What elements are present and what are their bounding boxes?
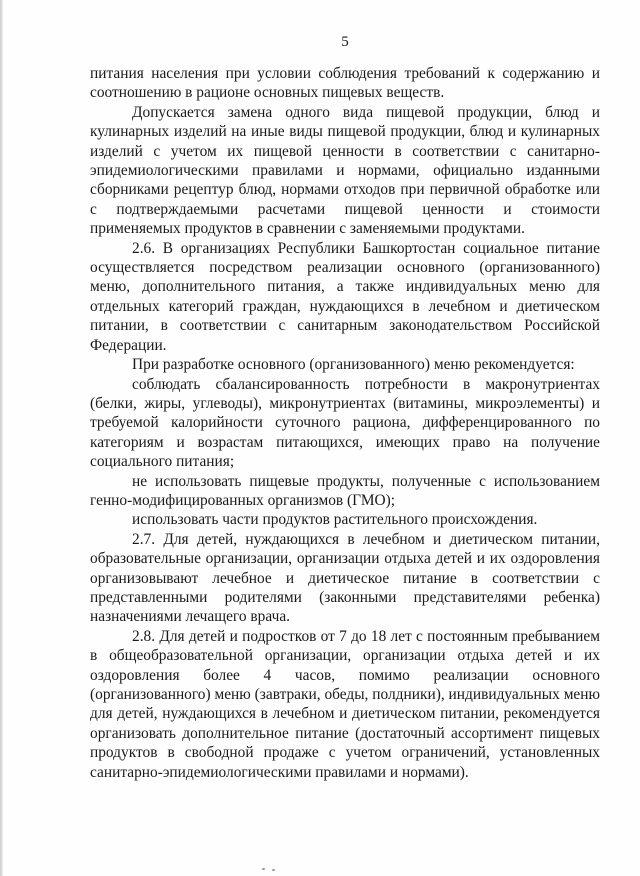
page-number: 5 bbox=[341, 34, 349, 50]
paragraph-2-6: 2.6. В организациях Республики Башкортостан социальное питание осуществляется посредством реализации основного (организованного) меню, дополнительного питания, а также индивидуальных меню для отдельных категорий граждан, нуждающихся в лечебном и диетическом питании, в соответствии с санитарным законодательством Российской Федерации. bbox=[90, 239, 600, 354]
paragraph-menu-recommendations: При разработке основного (организованного) меню рекомендуется: bbox=[132, 356, 575, 374]
document-body bbox=[90, 64, 600, 782]
scan-artifact bbox=[262, 868, 265, 870]
scan-edge-shadow bbox=[0, 0, 3, 876]
paragraph-menu-substitution: Допускается замена одного вида пищевой продукции, блюд и кулинарных изделий на иные виды пищевой продукции, блюд и кулинарных изделий с учетом их пищевой ценности в соответствии с санитарно-эпидемиологическими правилами и нормами, официально изданными сборниками рецептур блюд, нормами отходов при первичной обработке или с подтверждаемыми расчетами пищевой ценности и стоимости применяемых продуктов в сравнении с заменяемыми продуктами. bbox=[90, 103, 600, 238]
paragraph-2-7: 2.7. Для детей, нуждающихся в лечебном и диетическом питании, образовательные организации, организации отдыха детей и их оздоровления организовывают лечебное и диетическое питание в соответствии с представленными родителями (законными представителями ребенка) назначениями лечащего врача. bbox=[90, 530, 600, 626]
list-item-balance: соблюдать сбалансированность потребности в макронутриентах (белки, жиры, углеводы), микронутриентах (витамины, микроэлементы) и требуемой калорийности суточного рациона, дифференцированного по категориям и возрастам питающихся, имеющих право на получение социального питания; bbox=[90, 375, 600, 471]
paragraph-2-8: 2.8. Для детей и подростков от 7 до 18 лет с постоянным пребыванием в общеобразовательной организации, организации отдыха детей и их оздоровления более 4 часов, помимо реализации основного (организованного) меню (завтраки, обеды, полдники), индивидуальных меню для детей, нуждающихся в лечебном и диетическом питании, рекомендуется организовать дополнительное питание (достаточный ассортимент пищевых продуктов в свободной продаже с учетом ограничений, установленных санитарно-эпидемиологическими правилами и нормами). bbox=[90, 627, 600, 781]
scan-artifact bbox=[272, 869, 275, 871]
paragraph-continuation: питания населения при условии соблюдения требований к содержанию и соотношению в рационе основных пищевых веществ. bbox=[90, 65, 600, 102]
list-item-no-gmo: не использовать пищевые продукты, полученные с использованием генно-модифицированных организмов (ГМО); bbox=[90, 472, 600, 509]
list-item-plant-parts: использовать части продуктов растительного происхождения. bbox=[132, 511, 538, 529]
